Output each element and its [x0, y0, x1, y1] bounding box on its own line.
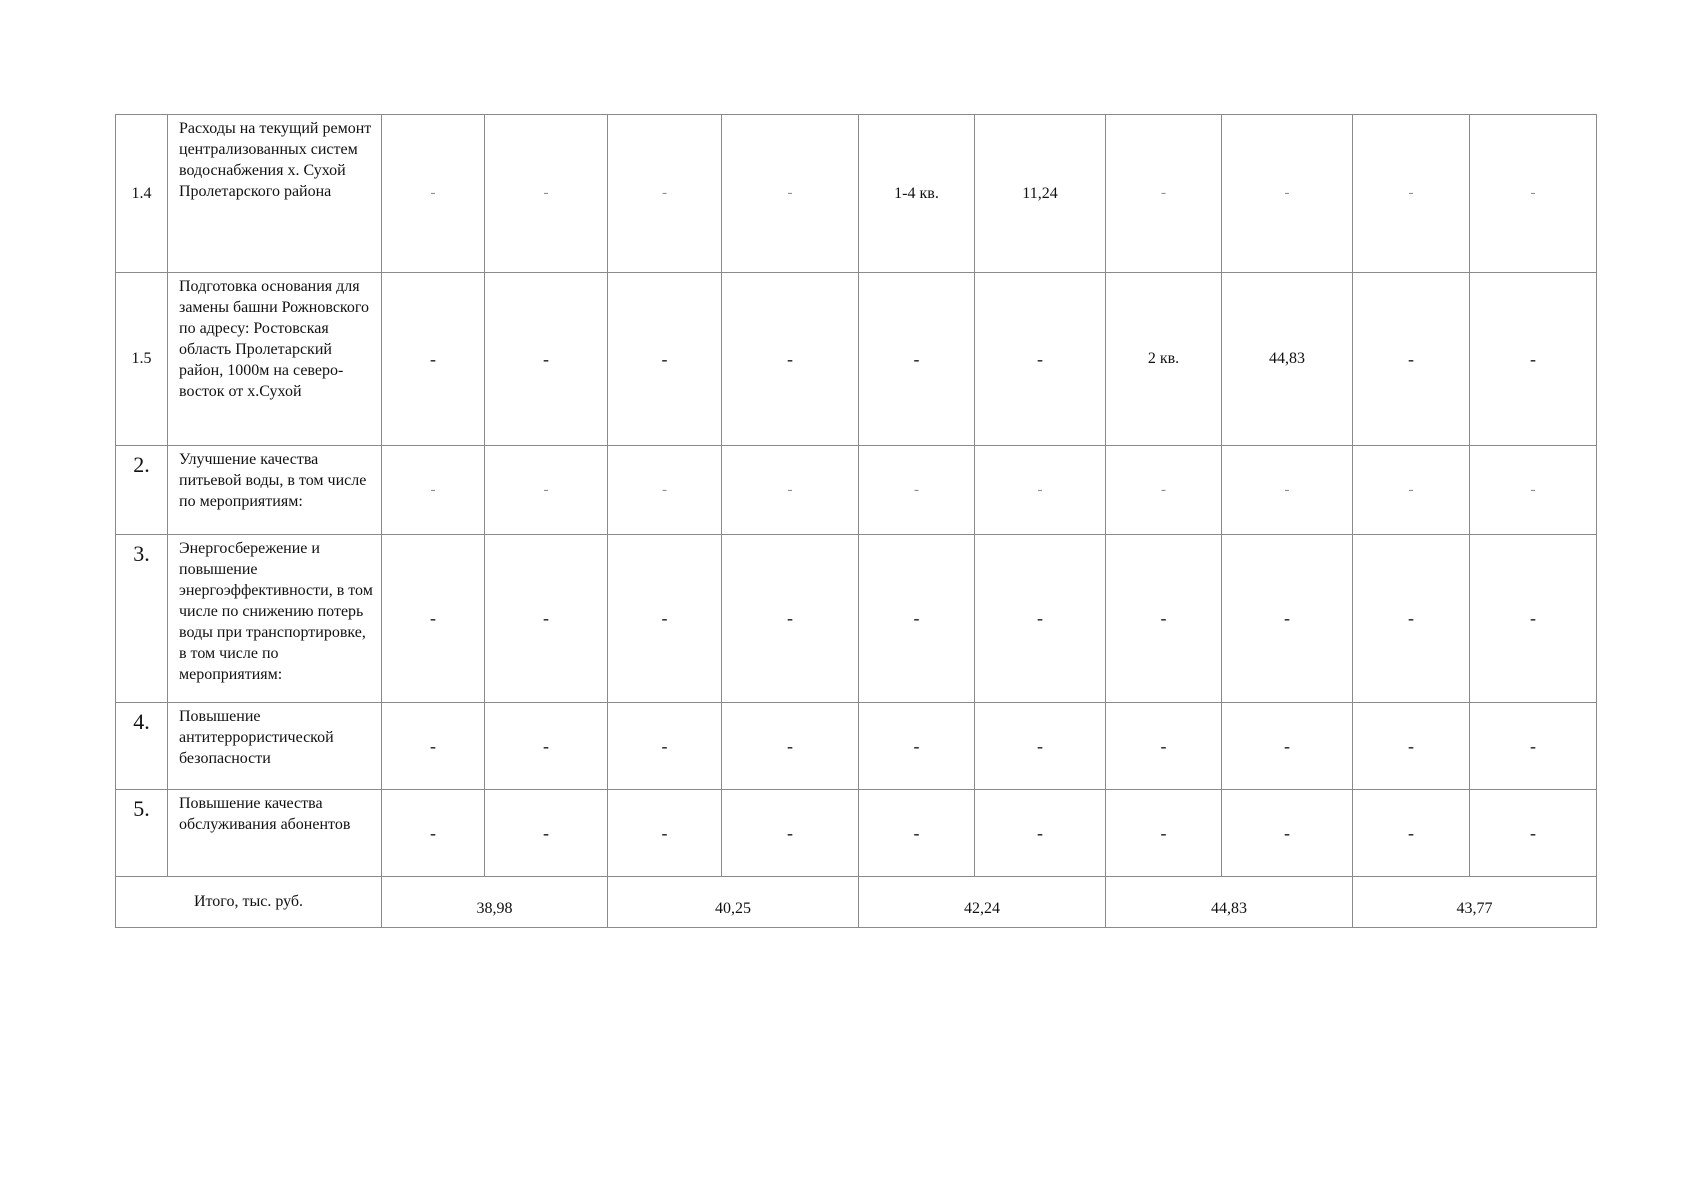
table-cell: - [975, 446, 1106, 535]
table-cell: - [382, 703, 485, 790]
total-value: 44,83 [1106, 877, 1353, 928]
table-cell: - [608, 790, 722, 877]
table-cell: - [1353, 273, 1470, 446]
table-row [116, 273, 1597, 446]
table-cell: - [608, 273, 722, 446]
table-cell: 1-4 кв. [859, 115, 975, 273]
table-cell: - [859, 273, 975, 446]
total-value: 38,98 [382, 877, 608, 928]
table-cell: - [1470, 115, 1597, 273]
row-title: Подготовка основания для замены башни Рожновского по адресу: Ростовская область Пролетарский район, 1000м на северо-восток от х.Сухой [168, 273, 382, 446]
row-number: 4. [116, 703, 168, 790]
table-cell: - [1222, 115, 1353, 273]
table-cell: - [722, 703, 859, 790]
row-title: Энергосбережение и повышение энергоэффективности, в том числе по снижению потерь воды при транспортировке, в том числе по мероприятиям: [168, 535, 382, 703]
row-number: 1.5 [116, 273, 168, 446]
table-cell: - [722, 446, 859, 535]
table-cell: - [1353, 115, 1470, 273]
table-cell: - [975, 535, 1106, 703]
table-cell: - [1470, 446, 1597, 535]
table-row [116, 703, 1597, 790]
table-cell: - [485, 273, 608, 446]
table-row [116, 446, 1597, 535]
total-row [116, 877, 1597, 928]
table-cell: - [1106, 703, 1222, 790]
table-cell: - [859, 446, 975, 535]
table-cell: - [859, 703, 975, 790]
table-cell: - [382, 115, 485, 273]
table-row [116, 115, 1597, 273]
table-cell: - [485, 790, 608, 877]
table-cell: - [975, 273, 1106, 446]
table-cell: - [608, 535, 722, 703]
table-cell: 11,24 [975, 115, 1106, 273]
table-cell: - [485, 115, 608, 273]
table-cell: - [1106, 446, 1222, 535]
table-cell: - [722, 535, 859, 703]
table-cell: - [485, 703, 608, 790]
table-cell: - [1470, 273, 1597, 446]
investment-plan-table [115, 114, 1597, 928]
table-cell: - [1353, 446, 1470, 535]
table-cell: 2 кв. [1106, 273, 1222, 446]
row-number: 3. [116, 535, 168, 703]
total-value: 42,24 [859, 877, 1106, 928]
table-cell: - [1470, 703, 1597, 790]
total-value: 40,25 [608, 877, 859, 928]
table-cell: - [1222, 703, 1353, 790]
table-cell: - [1470, 535, 1597, 703]
table-cell: - [1353, 790, 1470, 877]
table-cell: - [1470, 790, 1597, 877]
total-label: Итого, тыс. руб. [116, 877, 382, 928]
table-cell: - [722, 115, 859, 273]
table-cell: - [382, 790, 485, 877]
table-cell: - [1106, 115, 1222, 273]
row-number: 5. [116, 790, 168, 877]
table-cell: - [485, 446, 608, 535]
table-cell: - [1353, 535, 1470, 703]
row-number: 1.4 [116, 115, 168, 273]
table-cell: - [722, 790, 859, 877]
table-cell: - [382, 535, 485, 703]
table-cell: - [975, 790, 1106, 877]
table-cell: - [1222, 790, 1353, 877]
table-cell: - [382, 446, 485, 535]
table-cell: - [975, 703, 1106, 790]
table-cell: - [608, 446, 722, 535]
table-cell: - [608, 115, 722, 273]
table-cell: - [722, 273, 859, 446]
table-cell: - [1106, 535, 1222, 703]
table-row [116, 535, 1597, 703]
row-title: Расходы на текущий ремонт централизованных систем водоснабжения х. Сухой Пролетарского района [168, 115, 382, 273]
row-title: Улучшение качества питьевой воды, в том числе по мероприятиям: [168, 446, 382, 535]
total-value: 43,77 [1353, 877, 1597, 928]
table-cell: - [1222, 446, 1353, 535]
row-title: Повышение качества обслуживания абонентов [168, 790, 382, 877]
table-cell: - [1222, 535, 1353, 703]
table-cell: - [608, 703, 722, 790]
table-cell: - [1353, 703, 1470, 790]
table-cell: - [382, 273, 485, 446]
table-cell: - [1106, 790, 1222, 877]
table-cell: - [859, 535, 975, 703]
table-cell: 44,83 [1222, 273, 1353, 446]
row-title: Повышение антитеррористической безопасности [168, 703, 382, 790]
table-row [116, 790, 1597, 877]
row-number: 2. [116, 446, 168, 535]
table-cell: - [485, 535, 608, 703]
table-cell: - [859, 790, 975, 877]
